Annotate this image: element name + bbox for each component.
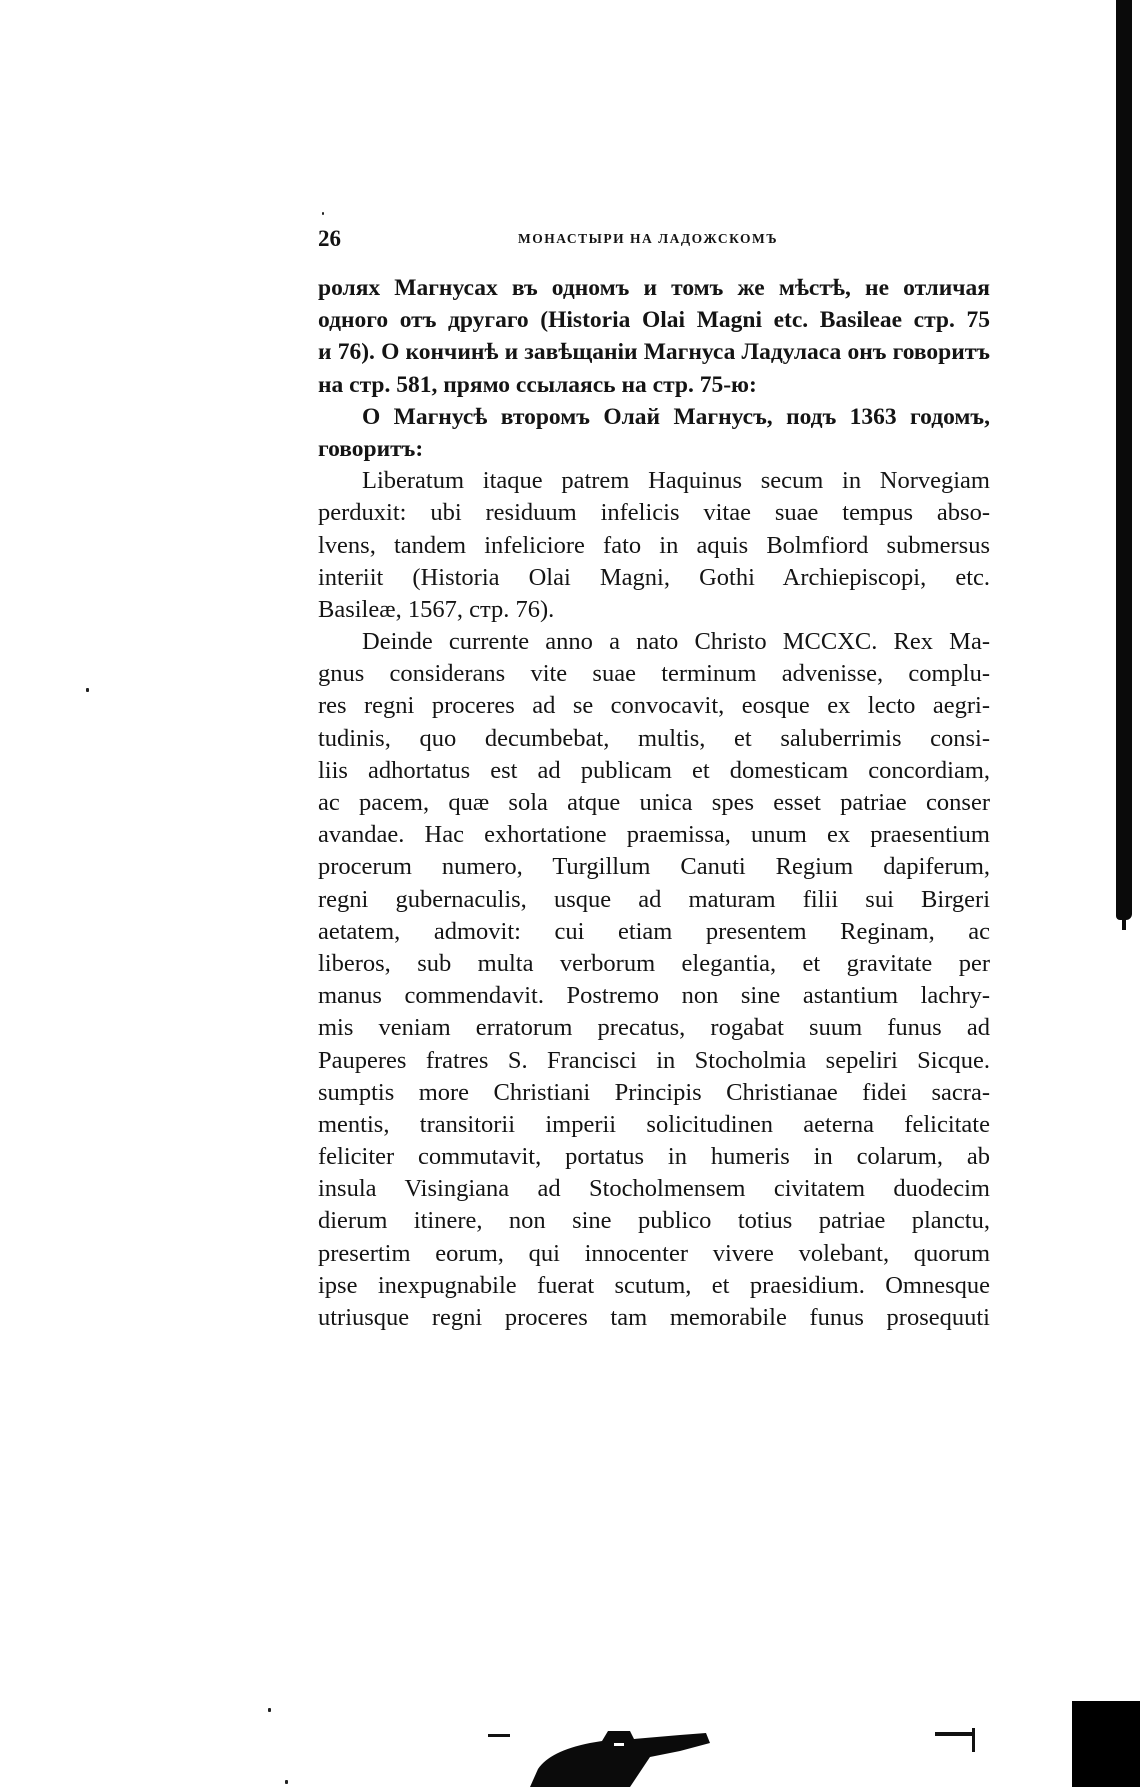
text-line: dierum itinere, non sine publico totius patriae planctu, xyxy=(318,1207,990,1235)
text-line: aetatem, admovit: cui etiam presentem Reginam, ac xyxy=(318,917,990,945)
text-line: Basileæ, 1567, стр. 76). xyxy=(318,595,555,623)
text-line: О Магнусѣ второмъ Олай Магнусъ, подъ 1363 годомъ, xyxy=(362,403,990,430)
text-line: mis veniam erratorum precatus, rogabat suum funus ad xyxy=(318,1014,990,1042)
text-line: procerum numero, Turgillum Canuti Regium dapiferum, xyxy=(318,853,990,881)
scan-mark-right-tick xyxy=(972,1728,975,1752)
text-line: Liberatum itaque patrem Haquinus secum in Norvegiam xyxy=(362,467,990,495)
scan-speck xyxy=(86,688,89,692)
text-line: perduxit: ubi residuum infelicis vitae suae tempus abso- xyxy=(318,499,990,527)
text-line: одного отъ другаго (Historia Olai Magni etc. Basileae стр. 75 xyxy=(318,307,990,334)
scan-edge-shadow-tail xyxy=(1122,900,1126,930)
scan-mark-right xyxy=(935,1732,975,1736)
text-line: Deinde currente anno a nato Christo MCCXC. Rex Ma- xyxy=(362,628,990,656)
running-title: МОНАСТЫРИ НА ЛАДОЖСКОМЪ xyxy=(518,231,779,246)
text-line: mentis, transitorii imperii solicitudinen aeterna felicitate xyxy=(318,1110,990,1138)
text-line: regni gubernaculis, usque ad maturam filii sui Birgeri xyxy=(318,885,990,913)
scan-edge-shadow xyxy=(1116,0,1132,920)
text-line: liberos, sub multa verborum elegantia, et gravitate per xyxy=(318,949,990,977)
scan-speck xyxy=(285,1780,288,1784)
text-line: avandae. Hac exhortatione praemissa, unum ex praesentium xyxy=(318,821,990,849)
text-line: liis adhortatus est ad publicam et domesticam concordiam, xyxy=(318,756,990,784)
text-line: lvens, tandem infeliciore fato in aquis Bolmfiord submersus xyxy=(318,531,990,559)
text-line: говоритъ: xyxy=(318,435,424,462)
page-number: 26 xyxy=(318,226,341,251)
text-line: interiit (Historia Olai Magni, Gothi Archiepiscopi, etc. xyxy=(318,563,990,591)
text-line: utriusque regni proceres tam memorabile funus prosequuti xyxy=(318,1304,990,1331)
scan-mark-left xyxy=(488,1734,510,1737)
text-line: и 76). О кончинѣ и завѣщаніи Магнуса Ладуласа онъ говоритъ xyxy=(318,339,990,366)
text-line: ролях Магнусах въ одномъ и томъ же мѣстѣ, не отличая xyxy=(318,275,990,301)
text-line: res regni proceres ad se convocavit, eosque ex lecto aegri- xyxy=(318,692,990,720)
page-header xyxy=(318,226,990,254)
text-line: sumptis more Christiani Principis Christianae fidei sacra- xyxy=(318,1078,990,1106)
scan-speck xyxy=(322,212,324,215)
scan-speck xyxy=(268,1708,271,1712)
text-line: на стр. 581, прямо ссылаясь на стр. 75-ю: xyxy=(318,371,757,398)
scan-binding-blot xyxy=(530,1729,740,1787)
text-line: Pauperes fratres S. Francisci in Stocholmia sepeliri Sicque. xyxy=(318,1046,990,1074)
scan-corner-shadow xyxy=(1072,1701,1140,1787)
text-line: presertim eorum, qui innocenter vivere volebant, quorum xyxy=(318,1239,990,1267)
text-line: ipse inexpugnabile fuerat scutum, et praesidium. Omnesque xyxy=(318,1271,990,1299)
body-text xyxy=(318,272,990,1334)
text-line: gnus considerans vite suae terminum advenisse, complu- xyxy=(318,660,990,688)
text-line: tudinis, quo decumbebat, multis, et saluberrimis consi- xyxy=(318,724,990,752)
text-line: manus commendavit. Postremo non sine astantium lachry- xyxy=(318,982,990,1010)
text-line: feliciter commutavit, portatus in humeris in colarum, ab xyxy=(318,1143,990,1171)
text-line: ac pacem, quæ sola atque unica spes esset patriae conser xyxy=(318,789,990,816)
text-line: insula Visingiana ad Stocholmensem civitatem duodecim xyxy=(318,1175,990,1203)
